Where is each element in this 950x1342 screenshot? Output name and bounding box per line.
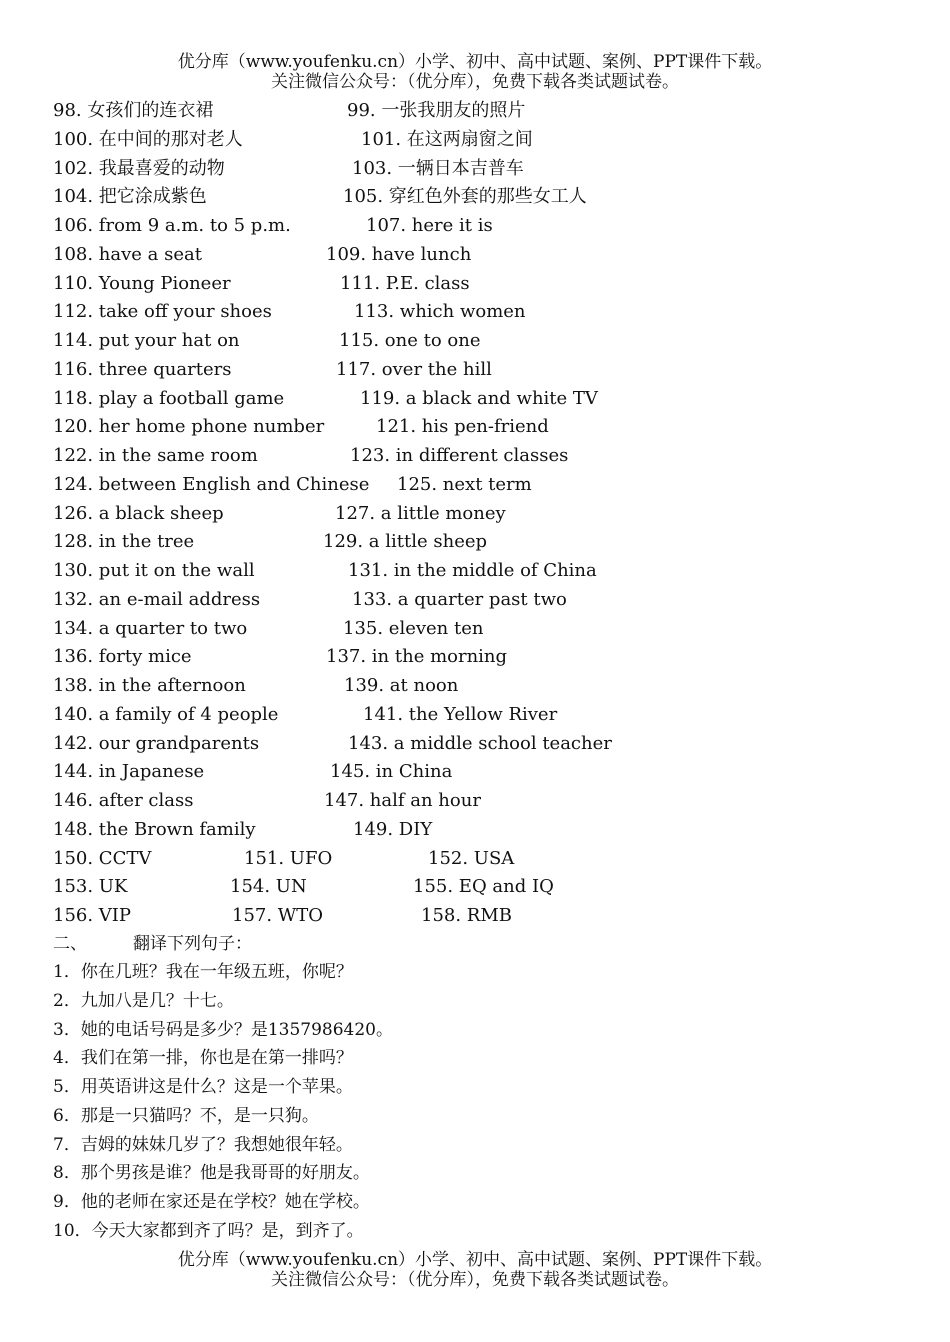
phrase-item: 134. a quarter to two <box>53 618 248 639</box>
phrase-item: 155. EQ and IQ <box>413 876 554 897</box>
phrase-item: 104. 把它涂成紫色 <box>53 186 207 207</box>
phrase-item: 126. a black sheep <box>53 503 224 524</box>
sentence-item: 5．用英语讲这是什么？这是一个苹果。 <box>53 1077 353 1097</box>
phrase-item: 108. have a seat <box>53 244 202 265</box>
phrase-item: 151. UFO <box>244 848 333 869</box>
phrase-item: 142. our grandparents <box>53 733 260 754</box>
phrase-item: 133. a quarter past two <box>352 589 567 610</box>
phrase-item: 102. 我最喜爱的动物 <box>53 158 225 179</box>
phrase-item: 115. one to one <box>339 330 481 351</box>
phrase-item: 131. in the middle of China <box>348 560 597 581</box>
phrase-item: 99. 一张我朋友的照片 <box>347 100 526 121</box>
phrase-item: 120. her home phone number <box>53 416 325 437</box>
phrase-item: 110. Young Pioneer <box>53 273 231 294</box>
section-title: 翻译下列句子： <box>133 934 252 954</box>
phrase-item: 152. USA <box>428 848 515 869</box>
sentence-item: 8．那个男孩是谁？他是我哥哥的好朋友。 <box>53 1163 370 1183</box>
phrase-item: 123. in different classes <box>350 445 569 466</box>
phrase-item: 116. three quarters <box>53 359 232 380</box>
phrase-item: 112. take off your shoes <box>53 301 272 322</box>
phrase-item: 158. RMB <box>421 905 513 926</box>
phrase-item: 139. at noon <box>344 675 459 696</box>
sentence-item: 6．那是一只猫吗？不，是一只狗。 <box>53 1106 319 1126</box>
phrase-item: 101. 在这两扇窗之间 <box>361 129 533 150</box>
header-line-2: 关注微信公众号：（优分库），免费下载各类试题试卷。 <box>271 72 679 92</box>
phrase-item: 148. the Brown family <box>53 819 256 840</box>
phrase-item: 153. UK <box>53 876 128 897</box>
phrase-item: 113. which women <box>354 301 526 322</box>
phrase-item: 119. a black and white TV <box>360 388 598 409</box>
phrase-item: 156. VIP <box>53 905 132 926</box>
phrase-item: 144. in Japanese <box>53 761 205 782</box>
phrase-item: 146. after class <box>53 790 194 811</box>
phrase-item: 132. an e-mail address <box>53 589 261 610</box>
phrase-item: 107. here it is <box>366 215 493 236</box>
sentence-item: 3．她的电话号码是多少？是1357986420。 <box>53 1020 393 1040</box>
phrase-item: 137. in the morning <box>326 646 508 667</box>
phrase-item: 121. his pen-friend <box>376 416 549 437</box>
phrase-item: 111. P.E. class <box>340 273 470 294</box>
section-number: 二、 <box>53 934 87 954</box>
phrase-item: 105. 穿红色外套的那些女工人 <box>343 186 587 207</box>
phrase-item: 109. have lunch <box>326 244 472 265</box>
phrase-item: 106. from 9 a.m. to 5 p.m. <box>53 215 291 236</box>
phrase-item: 136. forty mice <box>53 646 192 667</box>
phrase-item: 127. a little money <box>335 503 506 524</box>
phrase-item: 138. in the afternoon <box>53 675 246 696</box>
footer-line-2: 关注微信公众号：（优分库），免费下载各类试题试卷。 <box>271 1270 679 1290</box>
phrase-item: 128. in the tree <box>53 531 195 552</box>
phrase-item: 117. over the hill <box>336 359 492 380</box>
phrase-item: 124. between English and Chinese <box>53 474 370 495</box>
header-line-1: 优分库（www.youfenku.cn）小学、初中、高中试题、案例、PPT课件下载。 <box>177 52 773 72</box>
phrase-item: 114. put your hat on <box>53 330 240 351</box>
sentence-item: 1．你在几班？我在一年级五班，你呢？ <box>53 962 353 982</box>
phrase-item: 103. 一辆日本吉普车 <box>352 158 524 179</box>
phrase-item: 100. 在中间的那对老人 <box>53 129 243 150</box>
phrase-item: 157. WTO <box>232 905 324 926</box>
sentence-item: 10．今天大家都到齐了吗？是，到齐了。 <box>53 1221 364 1241</box>
phrase-item: 129. a little sheep <box>323 531 488 552</box>
phrase-item: 140. a family of 4 people <box>53 704 279 725</box>
phrase-item: 141. the Yellow River <box>363 704 558 725</box>
footer-line-1: 优分库（www.youfenku.cn）小学、初中、高中试题、案例、PPT课件下载。 <box>177 1250 773 1270</box>
phrase-item: 150. CCTV <box>53 848 152 869</box>
section-heading <box>53 930 252 959</box>
phrase-item: 98. 女孩们的连衣裙 <box>53 100 214 121</box>
phrase-item: 135. eleven ten <box>343 618 484 639</box>
phrase-item: 118. play a football game <box>53 388 285 409</box>
phrase-item: 130. put it on the wall <box>53 560 255 581</box>
phrase-item: 149. DIY <box>353 819 433 840</box>
sentence-item: 9．他的老师在家还是在学校？她在学校。 <box>53 1192 370 1212</box>
phrase-item: 154. UN <box>230 876 307 897</box>
phrase-item: 143. a middle school teacher <box>348 733 612 754</box>
phrase-item: 122. in the same room <box>53 445 258 466</box>
phrase-item: 125. next term <box>397 474 532 495</box>
sentence-item: 2．九加八是几？十七。 <box>53 991 234 1011</box>
sentence-item: 7．吉姆的妹妹几岁了？我想她很年轻。 <box>53 1135 353 1155</box>
phrase-item: 145. in China <box>330 761 453 782</box>
phrase-item: 147. half an hour <box>324 790 481 811</box>
sentence-item: 4．我们在第一排，你也是在第一排吗？ <box>53 1048 353 1068</box>
